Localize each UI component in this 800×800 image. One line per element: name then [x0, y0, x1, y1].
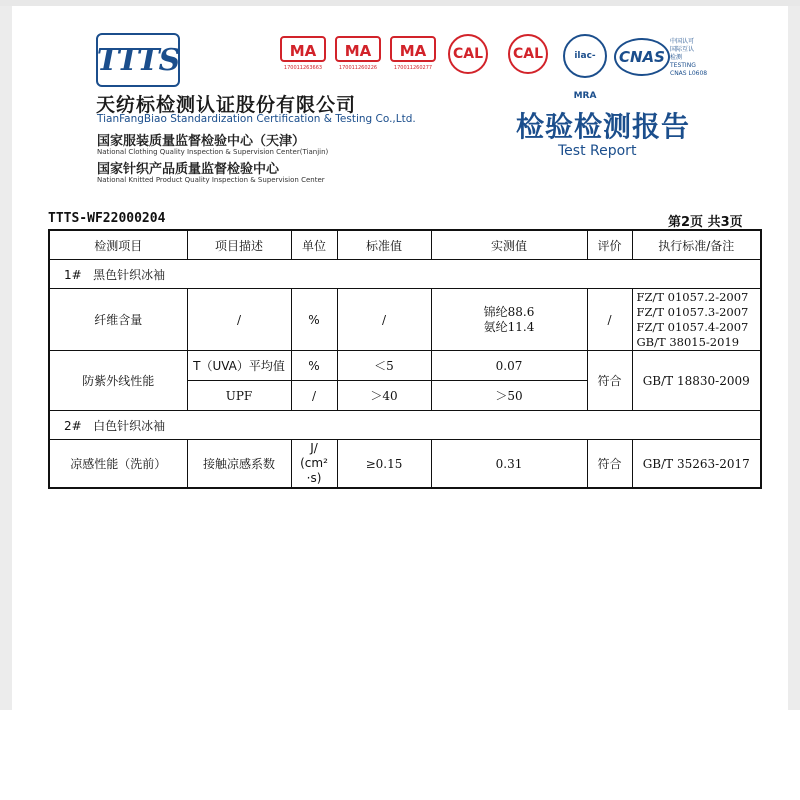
- measured-cell: 0.07: [431, 351, 587, 381]
- unit-cell: [291, 440, 337, 489]
- item-cell: 防紫外线性能: [49, 351, 187, 411]
- unit-cell: %: [291, 289, 337, 351]
- table-row: [49, 289, 761, 351]
- ilac-mra-icon: ilac-MRA: [563, 34, 607, 78]
- desc-cell: 接触凉感系数: [187, 440, 291, 489]
- org1-name-en: National Clothing Quality Inspection & Supervision Center(Tianjin): [97, 148, 329, 156]
- cal-seal-2: [508, 34, 548, 74]
- cnas-caption: [670, 38, 707, 78]
- unit-line: J/: [310, 441, 318, 455]
- item-cell: 凉感性能（洗前）: [49, 440, 187, 489]
- header-cell: 标准值: [337, 230, 431, 260]
- unit-line: (cm²: [300, 456, 328, 470]
- cnas-caption-line: TESTING: [670, 62, 696, 69]
- cma-icon: MA: [335, 36, 381, 62]
- viewer-left-border: [0, 6, 12, 710]
- cnas-caption-line: 国际互认: [670, 46, 695, 53]
- unit-cell: %: [291, 351, 337, 381]
- standard-cell: GB/T 18830-2009: [632, 351, 761, 411]
- standard-ref: FZ/T 01057.4-2007: [636, 319, 749, 334]
- std-cell: ≥0.15: [337, 440, 431, 489]
- cma-icon: MA: [390, 36, 436, 62]
- table-header-row: [49, 230, 761, 260]
- cma-number: 170011263663: [283, 65, 323, 71]
- viewer-right-border: [788, 6, 800, 710]
- org1-name-cn: 国家服装质量监督检验中心（天津）: [97, 134, 306, 149]
- standard-ref: GB/T 38015-2019: [636, 334, 740, 349]
- report-number: TTTS-WF22000204: [48, 211, 166, 226]
- header-cell: 项目描述: [187, 230, 291, 260]
- cnas-logo: CNAS: [614, 38, 670, 76]
- table-row: [49, 351, 761, 381]
- desc-cell: T（UVA）平均值: [187, 351, 291, 381]
- std-cell: ＞40: [337, 381, 431, 411]
- cal-seal-1: [448, 34, 488, 74]
- header-cell: 单位: [291, 230, 337, 260]
- standard-cell: [632, 289, 761, 351]
- cnas-caption-line: CNAS L0608: [670, 70, 708, 77]
- std-cell: /: [337, 289, 431, 351]
- sample-label: 2# 白色针织冰袖: [49, 411, 761, 440]
- table-row: [49, 440, 761, 489]
- cma-seal-2: [335, 36, 381, 71]
- cma-icon: MA: [280, 36, 326, 62]
- cal-icon: CAL: [448, 34, 488, 74]
- header-cell: 实测值: [431, 230, 587, 260]
- company-name-cn: 天纺标检测认证股份有限公司: [96, 94, 357, 116]
- item-cell: 纤维含量: [49, 289, 187, 351]
- cma-number: 170011260277: [393, 65, 433, 71]
- standard-cell: GB/T 35263-2017: [632, 440, 761, 489]
- measured-value: 锦纶88.6: [483, 304, 535, 319]
- standard-ref: FZ/T 01057.3-2007: [636, 304, 749, 319]
- company-name-en: TianFangBiao Standardization Certification & Testing Co.,Ltd.: [97, 113, 416, 125]
- cma-seal-3: [390, 36, 436, 71]
- org2-name-cn: 国家针织产品质量监督检验中心: [97, 162, 280, 177]
- table-row: [49, 411, 761, 440]
- unit-line: ·s): [306, 471, 322, 485]
- eval-cell: 符合: [587, 440, 632, 489]
- eval-cell: /: [587, 289, 632, 351]
- measured-value: 氨纶11.4: [483, 319, 535, 334]
- cal-icon: CAL: [508, 34, 548, 74]
- unit-cell: /: [291, 381, 337, 411]
- measured-cell: [431, 289, 587, 351]
- table-row: [49, 260, 761, 289]
- standard-ref: FZ/T 01057.2-2007: [636, 289, 749, 304]
- report-title-cn: 检验检测报告: [516, 110, 691, 143]
- measured-cell: 0.31: [431, 440, 587, 489]
- ilac-seal: [563, 34, 607, 101]
- results-table: [48, 229, 762, 489]
- ttts-logo: TTTS: [96, 33, 180, 87]
- cma-number: 170011260226: [338, 65, 378, 71]
- sample-label: 1# 黑色针织冰袖: [49, 260, 761, 289]
- desc-cell: UPF: [187, 381, 291, 411]
- cnas-caption-line: 中国认可: [670, 38, 695, 45]
- header-cell: 检测项目: [49, 230, 187, 260]
- desc-cell: /: [187, 289, 291, 351]
- header-cell: 执行标准/备注: [632, 230, 761, 260]
- std-cell: ＜5: [337, 351, 431, 381]
- page-indicator: 第2页 共3页: [668, 215, 743, 230]
- cnas-caption-line: 检测: [670, 54, 683, 61]
- org2-name-en: National Knitted Product Quality Inspection & Supervision Center: [97, 176, 325, 184]
- eval-cell: 符合: [587, 351, 632, 411]
- measured-cell: ＞50: [431, 381, 587, 411]
- cma-seal-1: [280, 36, 326, 71]
- header-cell: 评价: [587, 230, 632, 260]
- report-title-en: Test Report: [558, 143, 637, 159]
